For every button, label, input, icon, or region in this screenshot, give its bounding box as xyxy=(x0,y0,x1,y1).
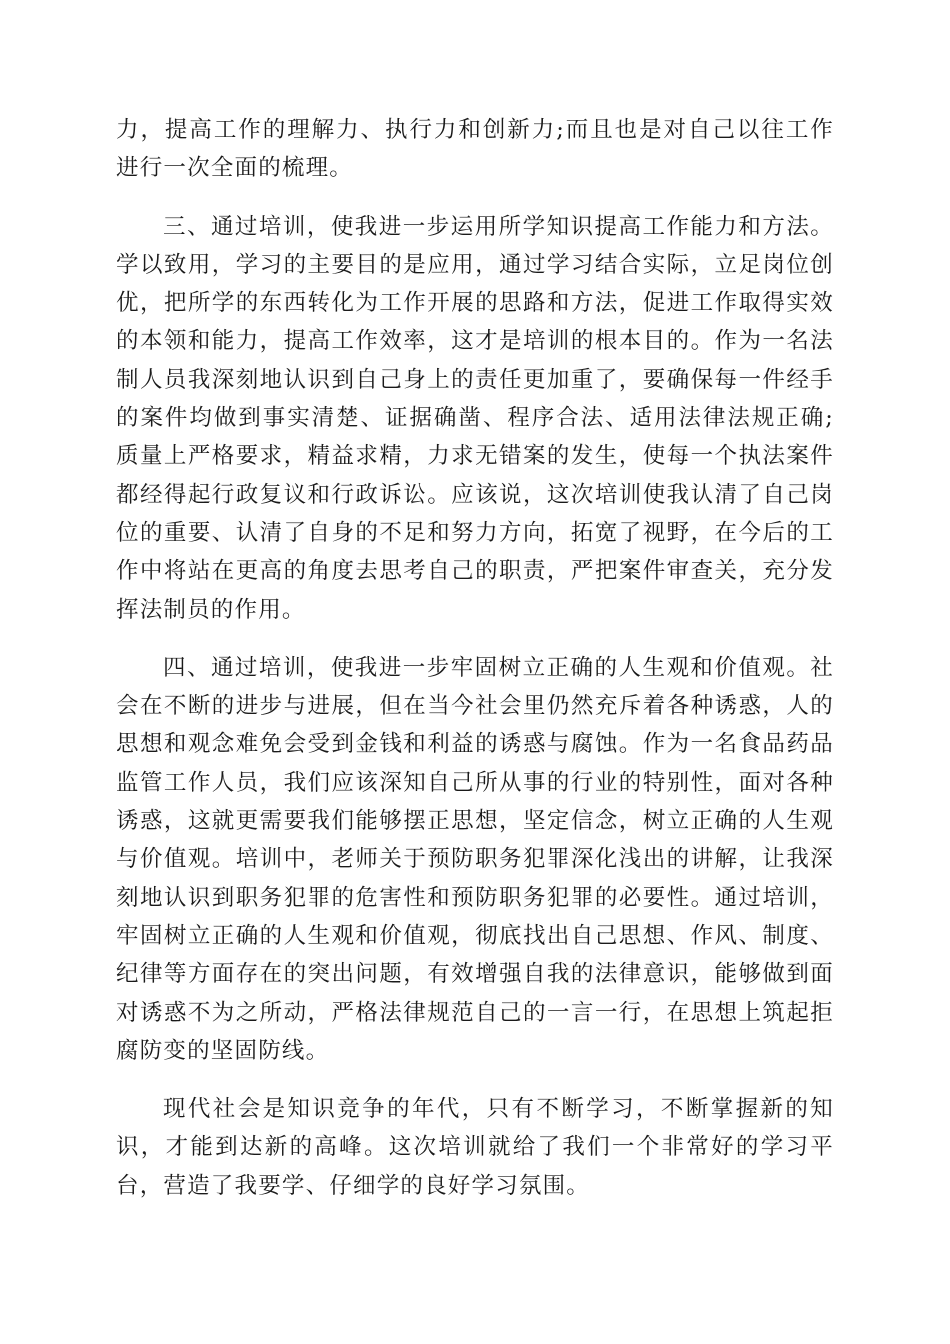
paragraph-conclusion: 现代社会是知识竞争的年代，只有不断学习，不断掌握新的知识，才能到达新的高峰。这次培训就给了我们一个非常好的学习平台，营造了我要学、仔细学的良好学习氛围。 xyxy=(116,1096,834,1199)
document-body xyxy=(116,111,834,1225)
paragraph-continuation: 力，提高工作的理解力、执行力和创新力;而且也是对自己以往工作进行一次全面的梳理。 xyxy=(116,117,834,182)
paragraph-section-four: 四、通过培训，使我进一步牢固树立正确的人生观和价值观。社会在不断的进步与进展，但在当今社会里仍然充斥着各种诱惑，人的思想和观念难免会受到金钱和利益的诱惑与腐蚀。作为一名食品药品监管工作人员，我们应该深知自己所从事的行业的特别性，面对各种诱惑，这就更需要我们能够摆正思想，坚定信念，树立正确的人生观与价值观。培训中，老师关于预防职务犯罪深化浅出的讲解，让我深刻地认识到职务犯罪的危害性和预防职务犯罪的必要性。通过培训，牢固树立正确的人生观和价值观，彻底找出自己思想、作风、制度、纪律等方面存在的突出问题，有效增强自我的法律意识，能够做到面对诱惑不为之所动，严格法律规范自己的一言一行，在思想上筑起拒腐防变的坚固防线。 xyxy=(116,654,834,1064)
paragraph-section-three: 三、通过培训，使我进一步运用所学知识提高工作能力和方法。学以致用，学习的主要目的是应用，通过学习结合实际，立足岗位创优，把所学的东西转化为工作开展的思路和方法，促进工作取得实效的本领和能力，提高工作效率，这才是培训的根本目的。作为一名法制人员我深刻地认识到自己身上的责任更加重了，要确保每一件经手的案件均做到事实清楚、证据确凿、程序合法、适用法律法规正确;质量上严格要求，精益求精，力求无错案的发生，使每一个执法案件都经得起行政复议和行政诉讼。应该说，这次培训使我认清了自己岗位的重要、认清了自身的不足和努力方向，拓宽了视野，在今后的工作中将站在更高的角度去思考自己的职责，严把案件审查关，充分发挥法制员的作用。 xyxy=(116,213,834,623)
